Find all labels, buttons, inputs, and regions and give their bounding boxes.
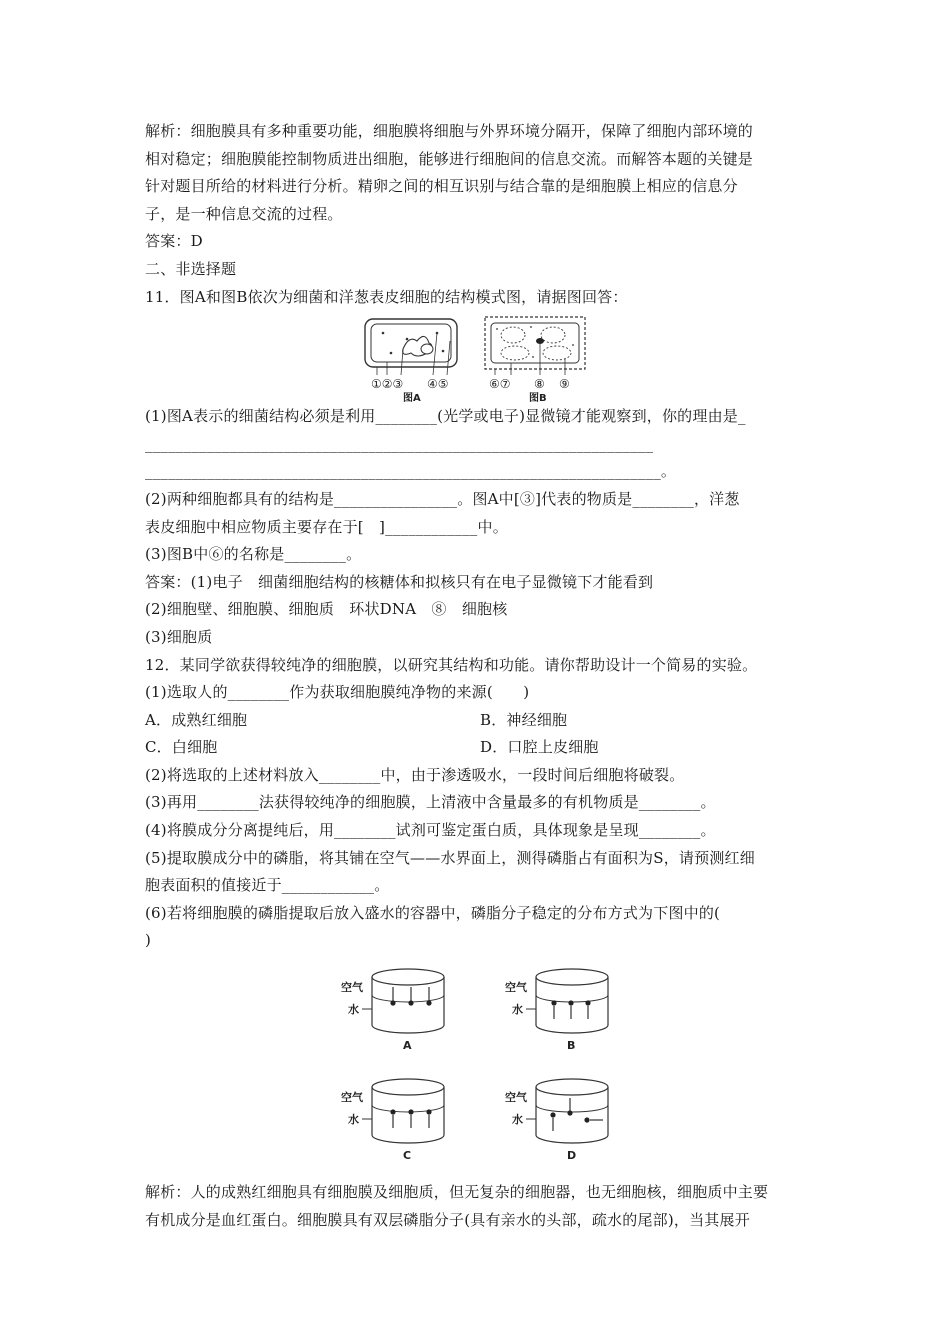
options-row [145,734,815,762]
phospholipid-figure [145,955,815,1193]
text-line: (1)选取人的________作为获取细胞膜纯净物的来源( ) [145,683,530,702]
text-line: (2)两种细胞都具有的结构是________________。图A中[③]代表的物质是________，洋葱 [145,489,740,508]
options-row [145,707,815,735]
water-label: 水 [512,1113,523,1127]
water-label: 水 [348,1003,359,1017]
option-b: B．神经细胞 [480,710,568,729]
air-label: 空气 [505,1091,527,1105]
question-12: 12．某同学欲获得较纯净的细胞膜，以研究其结构和功能。请你帮助设计一个简易的实验。 [145,655,758,674]
text-line: (4)将膜成分分离提纯后，用________试剂可鉴定蛋白质，具体现象是呈现________。 [145,821,716,840]
option-d: D．口腔上皮细胞 [480,738,599,757]
answer-line: 答案：(1)电子 细菌细胞结构的核糖体和拟核只有在电子显微镜下才能看到 [145,572,654,591]
text-line: 胞表面积的值接近于____________。 [145,876,390,895]
blank-line: __________________________________________________________________ [145,434,654,453]
label-nums-a2: ④⑤ [427,377,449,392]
question-11: 11．图A和图B依次为细菌和洋葱表皮细胞的结构模式图，请据图回答： [145,287,628,306]
option-label-c: C [403,1149,412,1163]
text-line: 子，是一种信息交流的过程。 [145,204,343,223]
cell-diagram [145,311,815,403]
text-line: 针对题目所给的材料进行分析。精卵之间的相互识别与结合靠的是细胞膜上相应的信息分 [145,177,738,196]
option-label-b: B [567,1039,576,1053]
options-block [145,707,815,762]
blank-line: ___________________________________________________________________。 [145,462,677,481]
figure-b-label: 图B [529,393,547,404]
text-line: (1)图A表示的细菌结构必须是利用________(光学或电子)显微镜才能观察到，你的理由是_ [145,407,746,426]
analysis-10 [145,118,815,311]
air-label: 空气 [505,981,527,995]
document-page [145,118,815,1234]
text-line: (6)若将细胞膜的磷脂提取后放入盛水的容器中，磷脂分子稳定的分布方式为下图中的( [145,903,721,922]
figure-a-label: 图A [403,393,421,404]
text-line: 表皮细胞中相应物质主要存在于[ ]____________中。 [145,517,508,536]
container-a [341,969,444,1052]
option-a: A．成熟红细胞 [145,710,248,729]
label-nums-a1: ①②③ [371,377,404,392]
option-label-d: D [567,1149,577,1163]
container-d [505,1079,608,1162]
label-nums-b3: ⑨ [559,377,570,392]
label-nums-b1: ⑥⑦ [489,377,511,392]
option-c: C．白细胞 [145,738,218,757]
option-label-a: A [403,1039,412,1053]
onion-cell-diagram [485,317,585,403]
water-label: 水 [348,1113,359,1127]
answer-line: (3)细胞质 [145,627,213,646]
container-diagram [145,955,815,1193]
bacterium-diagram [365,319,457,403]
air-label: 空气 [341,981,363,995]
section-heading: 二、非选择题 [145,259,237,278]
air-label: 空气 [341,1091,363,1105]
text-line: (5)提取膜成分中的磷脂，将其铺在空气——水界面上，测得磷脂占有面积为S，请预测红细 [145,848,755,867]
text-line: ) [145,931,152,950]
container-b [505,969,608,1052]
text-line: (3)图B中⑥的名称是________。 [145,545,362,564]
text-line: (3)再用________法获得较纯净的细胞膜，上清液中含量最多的有机物质是________。 [145,793,716,812]
text-line: 解析：人的成熟红细胞具有细胞膜及细胞质，但无复杂的细胞器，也无细胞核，细胞质中主要 [145,1183,769,1202]
question-11-body [145,403,815,707]
answer-line: 答案：D [145,232,203,251]
text-line: 解析：细胞膜具有多种重要功能，细胞膜将细胞与外界环境分隔开，保障了细胞内部环境的 [145,122,754,140]
text-line: 相对稳定；细胞膜能控制物质进出细胞，能够进行细胞间的信息交流。而解答本题的关键是 [145,149,754,168]
answer-line: (2)细胞壁、细胞膜、细胞质 环状DNA ⑧ 细胞核 [145,600,508,619]
question-12-body [145,762,815,955]
container-c [341,1079,444,1162]
text-line: (2)将选取的上述材料放入________中，由于渗透吸水，一段时间后细胞将破裂。 [145,765,685,784]
cell-structure-figure [145,311,815,403]
text-line: 有机成分是血红蛋白。细胞膜具有双层磷脂分子(具有亲水的头部，疏水的尾部)，当其展开 [145,1210,750,1229]
label-nums-b2: ⑧ [534,377,545,392]
water-label: 水 [512,1003,523,1017]
